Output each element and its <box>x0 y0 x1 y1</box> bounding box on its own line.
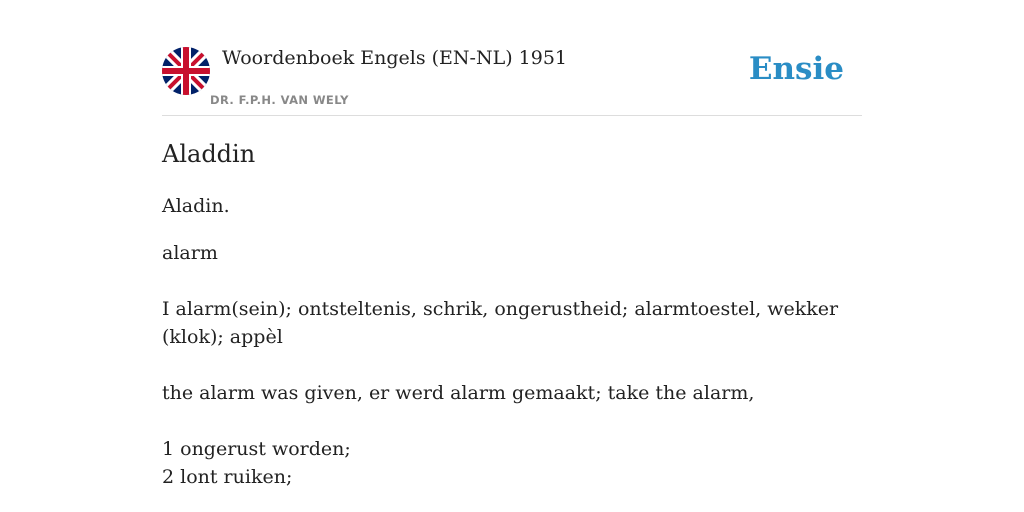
next-entry-word[interactable]: alarm <box>162 242 218 264</box>
next-entry-sub-senses <box>162 435 862 491</box>
ensie-logo[interactable]: Ensie <box>748 51 844 87</box>
book-author: DR. F.P.H. VAN WELY <box>210 93 349 107</box>
dictionary-page <box>162 0 862 512</box>
next-entry <box>162 239 862 491</box>
next-entry-sense: I alarm(sein); ontsteltenis, schrik, ongerustheid; alarmtoestel, wekker (klok); appèl <box>162 298 839 348</box>
sub-sense-item: 2 lont ruiken; <box>162 466 293 488</box>
entry-definition: Aladin. <box>162 195 230 217</box>
entry-headword: Aladdin <box>162 140 256 168</box>
sub-sense-item: 1 ongerust worden; <box>162 438 351 460</box>
book-title[interactable]: Woordenboek Engels (EN-NL) 1951 <box>222 47 567 69</box>
uk-flag-icon <box>162 47 210 95</box>
next-entry-example: the alarm was given, er werd alarm gemaakt; take the alarm, <box>162 382 755 404</box>
dictionary-header <box>162 0 862 116</box>
